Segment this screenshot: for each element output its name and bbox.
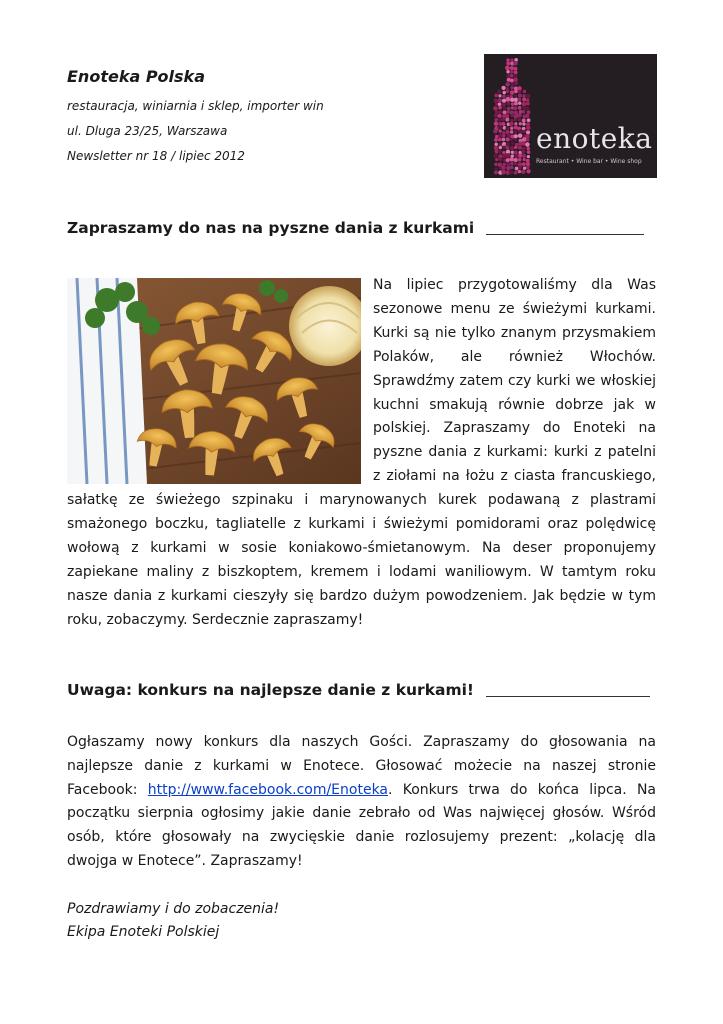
bottle-dot (522, 122, 525, 125)
bottle-dot (525, 114, 529, 118)
bottle-dot (499, 130, 502, 133)
bottle-dot (502, 145, 506, 149)
bottle-dot (503, 106, 507, 110)
bottle-dot (517, 113, 522, 118)
bottle-dot (502, 103, 506, 107)
bottle-dot (506, 153, 511, 158)
header-tagline: restauracja, winiarnia i sklep, importer win (67, 99, 324, 113)
bottle-dot (514, 154, 519, 159)
bottle-dot (521, 141, 525, 145)
bottle-dot (518, 154, 522, 158)
bottle-dot (513, 106, 517, 110)
bottle-dot (510, 90, 515, 95)
bottle-dot (518, 146, 522, 150)
bottle-dot (499, 146, 502, 149)
bottle-dot (498, 98, 502, 102)
bottle-dot (509, 157, 513, 161)
bottle-dot (523, 158, 526, 161)
bottle-dot (498, 106, 502, 110)
bottle-dot (494, 138, 498, 142)
bottle-dot (506, 61, 510, 65)
bottle-dot (495, 110, 499, 114)
bottle-dot (518, 106, 522, 110)
bottle-dot (510, 138, 513, 141)
bottle-dot (511, 114, 514, 117)
bottle-dot (498, 138, 502, 142)
heading-text: Zapraszamy do nas na pyszne dania z kurkami (67, 219, 475, 237)
bottle-dot (494, 121, 498, 125)
bottle-dot (526, 138, 529, 141)
bottle-dot (515, 167, 519, 171)
bottle-dot (494, 142, 498, 146)
bottle-dot (497, 89, 501, 93)
bottle-dot (498, 110, 501, 113)
bottle-dot (495, 158, 498, 161)
bottle-dot (526, 94, 531, 99)
header-address: ul. Dluga 23/25, Warszawa (67, 124, 228, 138)
header-info (67, 66, 467, 169)
bottle-dot (510, 79, 514, 83)
logo-word: enoteka (536, 122, 653, 155)
bottle-dot (503, 163, 506, 166)
article-chanterelles-text: Na lipiec przygotowaliśmy dla Was sezonowe menu ze świeżymi kurkami. Kurki są nie tylko znanym przysmakiem Polaków, ale również Włochów. Sprawdźmy zatem czy kurki we włoskiej kuchni smakują równie dobrze jak w polskiej. Zapraszamy do Enoteki na pyszne dania z kurkami: kurki z patelni z ziołami na łożu z ciasta francuskiego, sałatkę ze świeżego szpinaku i marynowanych kurek podawaną z plastrami smażonego boczku, tagliatelle z kurkami i świeżymi pomidorami oraz polędwicę wołową z kurkami w sosie koniakowo-śmietanowym. Na deser proponujemy zapiekane maliny z biszkoptem, kremem i lodami waniliowym. W tamtym roku nasze dania z kurkami cieszyły się bardzo dużym powodzeniem. Jak będzie w tym roku, zobaczymy. Serdecznie zapraszamy! (67, 277, 656, 628)
bottle-dot (494, 170, 498, 174)
bottle-dot (521, 110, 525, 114)
bottle-dot (514, 122, 517, 125)
bottle-dot (507, 102, 511, 106)
bottle-dot (495, 135, 499, 139)
bottle-dot (518, 166, 522, 170)
bottle-dot (498, 149, 502, 153)
bottle-dot (506, 158, 510, 162)
header-issue: Newsletter nr 18 / lipiec 2012 (67, 149, 245, 163)
bottle-dot (514, 81, 518, 85)
bottle-dot (505, 114, 509, 118)
bottle-dot (510, 86, 513, 89)
bottle-dot (501, 170, 506, 175)
bottle-dot (505, 66, 510, 71)
chanterelle-mushrooms-image (67, 278, 361, 484)
bottle-dot (509, 74, 513, 78)
bottle-dot (510, 146, 514, 150)
bottle-dot (498, 102, 502, 106)
bottle-dot (510, 166, 513, 169)
bottle-dot (514, 90, 518, 94)
bottle-dot (526, 98, 530, 102)
bottle-dot (501, 122, 505, 126)
bottle-dot (526, 165, 530, 169)
bottle-dot (526, 169, 530, 173)
bottle-dot (493, 129, 497, 133)
heading-text: Uwaga: konkurs na najlepsze danie z kurkami! (67, 681, 474, 699)
bottle-dot (527, 150, 531, 154)
bottle-dot (510, 70, 513, 73)
bottle-dot (498, 133, 502, 137)
bottle-dot (518, 90, 522, 94)
brand-name: Enoteka Polska (67, 67, 205, 86)
bottle-dot (505, 82, 510, 87)
bottle-dot (506, 58, 509, 61)
bottle-dot (522, 94, 525, 97)
bottle-dot (510, 82, 514, 86)
closing-greeting: Pozdrawiamy i do zobaczenia! (67, 901, 280, 917)
bottle-dot (513, 61, 518, 66)
bottle-dot (510, 66, 514, 70)
bottle-dot (522, 97, 526, 101)
bottle-dot (521, 150, 525, 154)
bottle-dot (498, 94, 501, 97)
bottle-dot (513, 74, 517, 78)
bottle-dot (522, 162, 526, 166)
bottle-dot (513, 77, 517, 81)
bottle-dot (518, 133, 522, 137)
bottle-dot (522, 102, 527, 107)
heading-rule (486, 234, 644, 235)
bottle-dot (505, 146, 509, 150)
bottle-dot (522, 154, 526, 158)
bottle-dot (525, 142, 529, 146)
bottle-dot (513, 158, 517, 162)
bottle-dot (514, 94, 517, 97)
enoteka-logo (484, 54, 657, 178)
bottle-dot (526, 126, 531, 131)
bottle-dot (522, 119, 526, 123)
bottle-dot (506, 97, 511, 102)
bottle-dot (502, 138, 506, 142)
bottle-dot (526, 130, 530, 134)
bottle-dot (518, 102, 521, 105)
section-heading-chanterelles (67, 218, 644, 238)
heading-rule (486, 696, 650, 697)
bottle-dot (494, 113, 498, 117)
bottle-dot (502, 94, 506, 98)
chanterelle-photo (67, 278, 361, 484)
bottle-dot (509, 170, 513, 174)
bottle-dot (494, 93, 498, 97)
bottle-dot (521, 170, 525, 174)
bottle-dot (505, 126, 509, 130)
bottle-dot (518, 158, 522, 162)
bottle-dot (495, 167, 498, 170)
bottle-dot (514, 171, 518, 175)
article-contest (67, 731, 656, 874)
bottle-dot (527, 155, 530, 158)
bottle-dot (514, 162, 518, 166)
bottle-dot (514, 146, 517, 149)
bottle-dot (494, 118, 498, 122)
bottle-dot (514, 138, 517, 141)
bottle-dot (523, 166, 526, 169)
bottle-dot (498, 157, 502, 161)
bottle-dot (494, 163, 498, 167)
bottle-dot (502, 110, 506, 114)
bottle-dot (514, 67, 518, 71)
bottle-dot (507, 107, 511, 111)
bottle-dot (523, 90, 526, 93)
bottle-dot (509, 122, 513, 126)
bottle-dot (526, 159, 530, 163)
bottle-dot (518, 118, 521, 121)
bottle-dot (526, 106, 529, 109)
bottle-dot (526, 102, 530, 106)
bottle-dot (523, 130, 526, 133)
article-chanterelles (67, 274, 656, 633)
bottle-dot (493, 106, 498, 111)
bottle-dot (518, 170, 521, 173)
bottle-dot (514, 134, 518, 138)
bottle-dot (527, 118, 531, 122)
bottle-dot (505, 118, 509, 122)
bottle-dot (510, 58, 513, 61)
bottle-dot (498, 162, 503, 167)
bottle-dot (493, 154, 497, 158)
bottle-dot (514, 118, 517, 121)
contest-text-start: Ogłaszamy nowy konkurs dla naszych Gości. Zapraszamy do głosowania na najlepsze danie z kurkami w Enotece. Głosować możecie na naszej stronie Facebook: (67, 734, 656, 798)
bottle-dot (511, 142, 514, 145)
bottle-dot (510, 130, 513, 133)
closing-signoff: Ekipa Enoteki Polskiej (67, 924, 220, 940)
bottle-dot (518, 94, 522, 98)
bottle-dot (522, 137, 527, 142)
bottle-dot (502, 134, 506, 138)
bottle-dot (506, 110, 509, 113)
bottle-dot (506, 70, 509, 73)
bottle-dot (526, 147, 530, 151)
bottle-dot (494, 98, 499, 103)
bottle-dot (501, 165, 505, 169)
closing-signature (67, 898, 279, 944)
bottle-dot (501, 86, 505, 90)
bottle-dot (502, 118, 505, 121)
bottle-dot (506, 166, 511, 171)
bottle-dot (518, 129, 523, 134)
bottle-dot (502, 91, 506, 95)
bottle-dot (507, 133, 511, 137)
contest-text-end: . Konkurs trwa do końca lipca. Na początku sierpnia ogłosimy jakie danie zebrało od Was najwięcej głosów. Wśród osób, które głosowały na zwycięskie danie rozlosujemy prezent: „kolację dla dwojga w Enotece”. Zapraszamy! (67, 781, 657, 869)
bottle-dot (517, 98, 521, 102)
logo-tagline: Restaurant • Wine bar • Wine shop (536, 158, 642, 165)
bottle-dot (511, 102, 514, 105)
bottle-dot (506, 137, 510, 141)
bottle-dot (497, 126, 502, 131)
bottle-dot (506, 90, 509, 93)
section-heading-contest (67, 680, 650, 700)
bottle-dot (526, 110, 530, 114)
bottle-dot (510, 127, 513, 130)
bottle-dot (514, 102, 518, 106)
bottle-dot (513, 130, 517, 134)
bottle-dot (519, 122, 522, 125)
facebook-link[interactable]: http://www.facebook.com/Enoteka (147, 781, 389, 798)
bottle-dot (510, 162, 513, 165)
